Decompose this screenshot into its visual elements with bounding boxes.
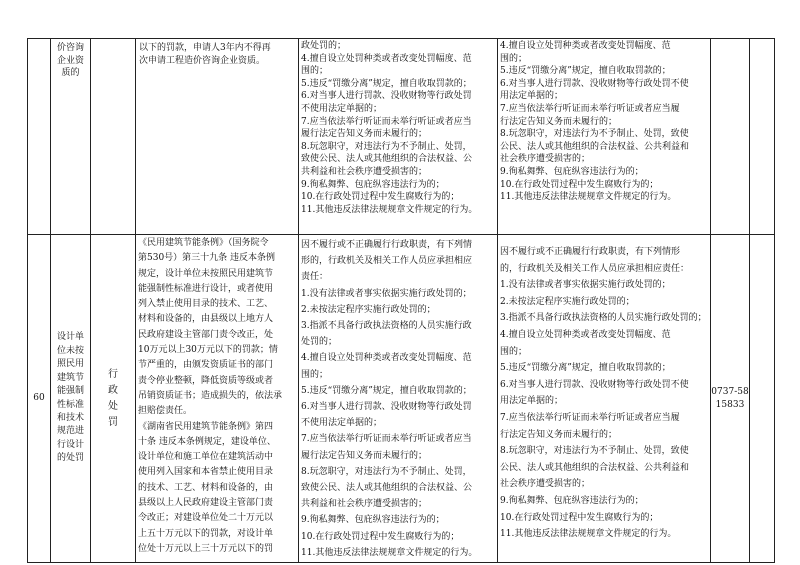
grid-line (135, 38, 136, 563)
responsibility-line: 3.指派不具备行政执法资格的人员实施行政 (301, 321, 472, 332)
responsibility-line: 社会秩序遭受损害的； (500, 479, 591, 490)
grid-line (749, 38, 750, 563)
responsibility-line: 6.对当事人进行罚款、没收财物等行政处罚不使 (500, 78, 689, 89)
prev-item-name-line: 价咨询 (56, 43, 84, 53)
responsibility-line: 3.指派不具备行政执法资格的人员实施行政处罚的； (500, 313, 707, 324)
responsibility-line: 5.违反“罚缴分离”规定，擅自收取罚款的； (500, 363, 671, 374)
responsibility-line: 公民、法人或其他组织的合法权益、公共利益和 (500, 141, 690, 152)
responsibility-line: 共利益和社会秩序遭受损害的； (301, 166, 428, 177)
responsibility-line: 围的； (301, 369, 329, 380)
responsibility-line: 不使用法定单据的； (301, 103, 383, 114)
responsibility-line: 8.玩忽职守，对违法行为不予制止、处罚， (301, 466, 472, 477)
responsibility-line: 共利益和社会秩序遭受损害的； (301, 499, 428, 510)
responsibility-line: 4.擅自设立处罚种类或者改变处罚幅度、范 (301, 353, 472, 364)
basis-line: 责令停业整顿，降低资质等级或者 (138, 375, 274, 386)
responsibility-line: 5.违反“罚缴分离”规定，擅自收取罚款的； (500, 66, 671, 77)
responsibility-line: 8.玩忽职守，对违法行为不予制止、处罚， (301, 141, 472, 152)
item-name-line: 照民用 (56, 359, 84, 370)
basis-line: 担赔偿责任。 (138, 406, 193, 417)
responsibility-line: 致使公民、法人或其他组织的合法权益、公 (301, 483, 473, 494)
basis-line: 能强制性标准进行设计，或者使用 (138, 283, 274, 294)
row-60-phone (711, 235, 749, 562)
item-name-line: 的处罚 (56, 453, 84, 464)
basis-line: 的技术、工艺、材料和设备的，由 (138, 482, 274, 493)
grid-line (774, 38, 775, 563)
prev-item-name-line: 企业资 (56, 55, 84, 66)
basis-line: 《湖南省民用建筑节能条例》第四 (138, 421, 274, 432)
responsibility-line: 10.在行政处罚过程中发生腐败行为的； (500, 512, 659, 523)
row-60-seq (28, 235, 50, 562)
basis-line: 上五十万元以下的罚款，对设计单 (138, 528, 274, 539)
responsibility-line: 9.徇私舞弊、包庇纵容违法行为的； (500, 495, 644, 506)
item-name-line: 和技术 (56, 412, 84, 423)
responsibility-line: 2.未按法定程序实施行政处罚的； (500, 296, 635, 307)
responsibility-line: 用法定单据的； (500, 91, 564, 102)
basis-line: 十条 违反本条例规定，建设单位、 (138, 436, 276, 447)
responsibility-line: 不使用法定单据的； (301, 418, 383, 429)
basis-line: 《民用建筑节能条例》（国务院令 (138, 238, 269, 248)
responsibility-line: 因不履行或不正确履行行政职责，有下列情 (301, 240, 473, 250)
grid-line (497, 38, 498, 563)
responsibility-line: 公民、法人或其他组织的合法权益、公共利益和 (500, 462, 690, 473)
row-60-responsibility-b (500, 244, 708, 543)
responsibility-line: 因不履行或不正确履行行政职责，有下列情形 (500, 247, 681, 257)
responsibility-line: 4.擅自设立处罚种类或者改变处罚幅度、范 (500, 329, 671, 340)
responsibility-line: 围的； (301, 66, 329, 77)
responsibility-line: 8.玩忽职守，对违法行为不予制止、处罚，致使 (500, 129, 689, 140)
responsibility-line: 10.在行政处罚过程中发生腐败行为的； (301, 531, 460, 542)
item-name-line: 能强制 (56, 386, 84, 397)
basis-line: 10万元以上30万元以下的罚款；情 (138, 345, 278, 356)
category-char: 政 (108, 385, 118, 396)
category-char: 行 (108, 369, 118, 380)
responsibility-line: 5.违反“罚缴分离”规定，擅自收取罚款的； (301, 78, 472, 89)
basis-line: 列入禁止使用目录的技术、工艺、 (138, 299, 274, 310)
seq-number: 60 (33, 393, 45, 404)
responsibility-line: 形的，行政机关及相关工作人员应承担相应 (301, 256, 473, 267)
responsibility-line: 11.其他违反法律法规规章文件规定的行为。 (301, 547, 478, 558)
responsibility-line: 责任： (301, 272, 329, 283)
row-60-item-name (51, 235, 90, 562)
responsibility-line: 1.没有法律或者事实依据实施行政处罚的； (500, 280, 671, 291)
responsibility-line: 4.擅自设立处罚种类或者改变处罚幅度、范 (301, 53, 472, 64)
basis-line: 设计单位和施工单位在建筑活动中 (138, 452, 274, 463)
prev-item-name-line: 质的 (61, 68, 80, 79)
responsibility-line: 处罚的； (301, 337, 338, 348)
grid-line (27, 234, 775, 235)
responsibility-line: 7.应当依法举行听证而未举行听证或者应当履 (500, 412, 680, 423)
prev-basis (139, 42, 297, 67)
basis-line: 民政府建设主管部门责令改正，处 (138, 329, 274, 340)
prev-item-name (51, 42, 90, 80)
prev-responsibility-a (301, 40, 496, 216)
responsibility-line: 6.对当事人进行罚款、没收财物等行政处罚 (301, 91, 472, 102)
responsibility-line: 1.没有法律或者事实依据实施行政处罚的； (301, 288, 472, 299)
grid-line (27, 562, 775, 563)
responsibility-line: 7.应当依法举行听证而未举行听证或者应当履 (500, 103, 680, 114)
phone-line: 0737-58 (711, 386, 749, 397)
responsibility-line: 履行法定告知义务而未履行的； (301, 450, 428, 461)
basis-line: 县级以上人民政府建设主管部门责 (138, 498, 274, 509)
basis-line: 位处十万元以上三十万元以下的罚 (138, 543, 274, 554)
responsibility-line: 10.在行政处罚过程中发生腐败行为的； (500, 179, 659, 190)
responsibility-line: 9.徇私舞弊、包庇纵容违法行为的； (500, 166, 644, 177)
row-60-responsibility-a (301, 237, 496, 561)
responsibility-line: 9.徇私舞弊、包庇纵容违法行为的； (301, 515, 445, 526)
responsibility-line: 围的； (500, 346, 528, 357)
responsibility-line: 2.未按法定程序实施行政处罚的； (301, 304, 436, 315)
basis-line: 第530号）第三十九条 违反本条例 (138, 253, 276, 264)
prev-responsibility-b (500, 40, 708, 204)
responsibility-line: 政处罚的； (301, 41, 347, 51)
responsibility-line: 行法定告知义务而未履行的； (500, 429, 618, 440)
row-60-category (91, 235, 135, 562)
responsibility-line: 6.对当事人进行罚款、没收财物等行政处罚 (301, 402, 472, 413)
basis-line: 吊销资质证书；造成损失的，依法承 (138, 390, 283, 401)
category-text (108, 365, 118, 432)
prev-basis-line: 次申请工程造价咨询企业资质。 (139, 55, 266, 66)
item-name-line: 建筑节 (56, 372, 84, 383)
category-char: 处 (108, 401, 118, 412)
responsibility-line: 致使公民、法人或其他组织的合法权益、公 (301, 154, 473, 165)
basis-line: 节严重的，由颁发资质证书的部门 (138, 360, 274, 371)
phone-line: 15833 (715, 399, 745, 410)
responsibility-line: 社会秩序遭受损害的； (500, 154, 591, 165)
category-char: 罚 (108, 417, 118, 428)
item-name-line: 行设计 (56, 439, 84, 450)
basis-line: 规定，设计单位未按照民用建筑节 (138, 268, 274, 279)
responsibility-line: 4.擅自设立处罚种类或者改变处罚幅度、范 (500, 41, 671, 51)
responsibility-line: 9.徇私舞弊、包庇纵容违法行为的； (301, 179, 445, 190)
basis-line: 材料和设备的，由县级以上地方人 (138, 314, 274, 325)
grid-line (27, 38, 775, 39)
item-name-line: 位未按 (56, 345, 84, 356)
responsibility-table (27, 38, 775, 563)
responsibility-line: 6.对当事人进行罚款、没收财物等行政处罚不使 (500, 379, 689, 390)
responsibility-line: 7.应当依法举行听证而未举行听证或者应当 (301, 434, 472, 445)
responsibility-line: 11.其他违反法律法规规章文件规定的行为。 (500, 529, 677, 540)
responsibility-line: 履行法定告知义务而未履行的； (301, 129, 428, 140)
basis-line: 使用列入国家和本省禁止使用目录 (138, 467, 274, 478)
responsibility-line: 行法定告知义务而未履行的； (500, 116, 618, 127)
item-name-line: 设计单 (56, 332, 84, 343)
item-name-line: 规范进 (56, 426, 84, 437)
responsibility-line: 10.在行政处罚过程中发生腐败行为的； (301, 192, 460, 203)
grid-line (298, 38, 299, 563)
responsibility-line: 11.其他违反法律法规规章文件规定的行为。 (500, 192, 677, 203)
responsibility-line: 8.玩忽职守，对违法行为不予制止、处罚，致使 (500, 446, 689, 457)
responsibility-line: 用法定单据的； (500, 396, 564, 407)
responsibility-line: 的，行政机关及相关工作人员应承担相应责任： (500, 263, 690, 274)
basis-line: 令改正；对建设单位处二十万元以 (138, 513, 274, 524)
responsibility-line: 围的； (500, 53, 528, 64)
responsibility-line: 5.违反“罚缴分离”规定，擅自收取罚款的； (301, 385, 472, 396)
row-60-basis (138, 236, 298, 557)
item-name-line: 性标准 (56, 399, 84, 410)
prev-basis-line: 以下的罚款，申请人3年内不得再 (139, 43, 271, 53)
responsibility-line: 7.应当依法举行听证而未举行听证或者应当 (301, 116, 472, 127)
responsibility-line: 11.其他违反法律法规规章文件规定的行为。 (301, 204, 478, 215)
